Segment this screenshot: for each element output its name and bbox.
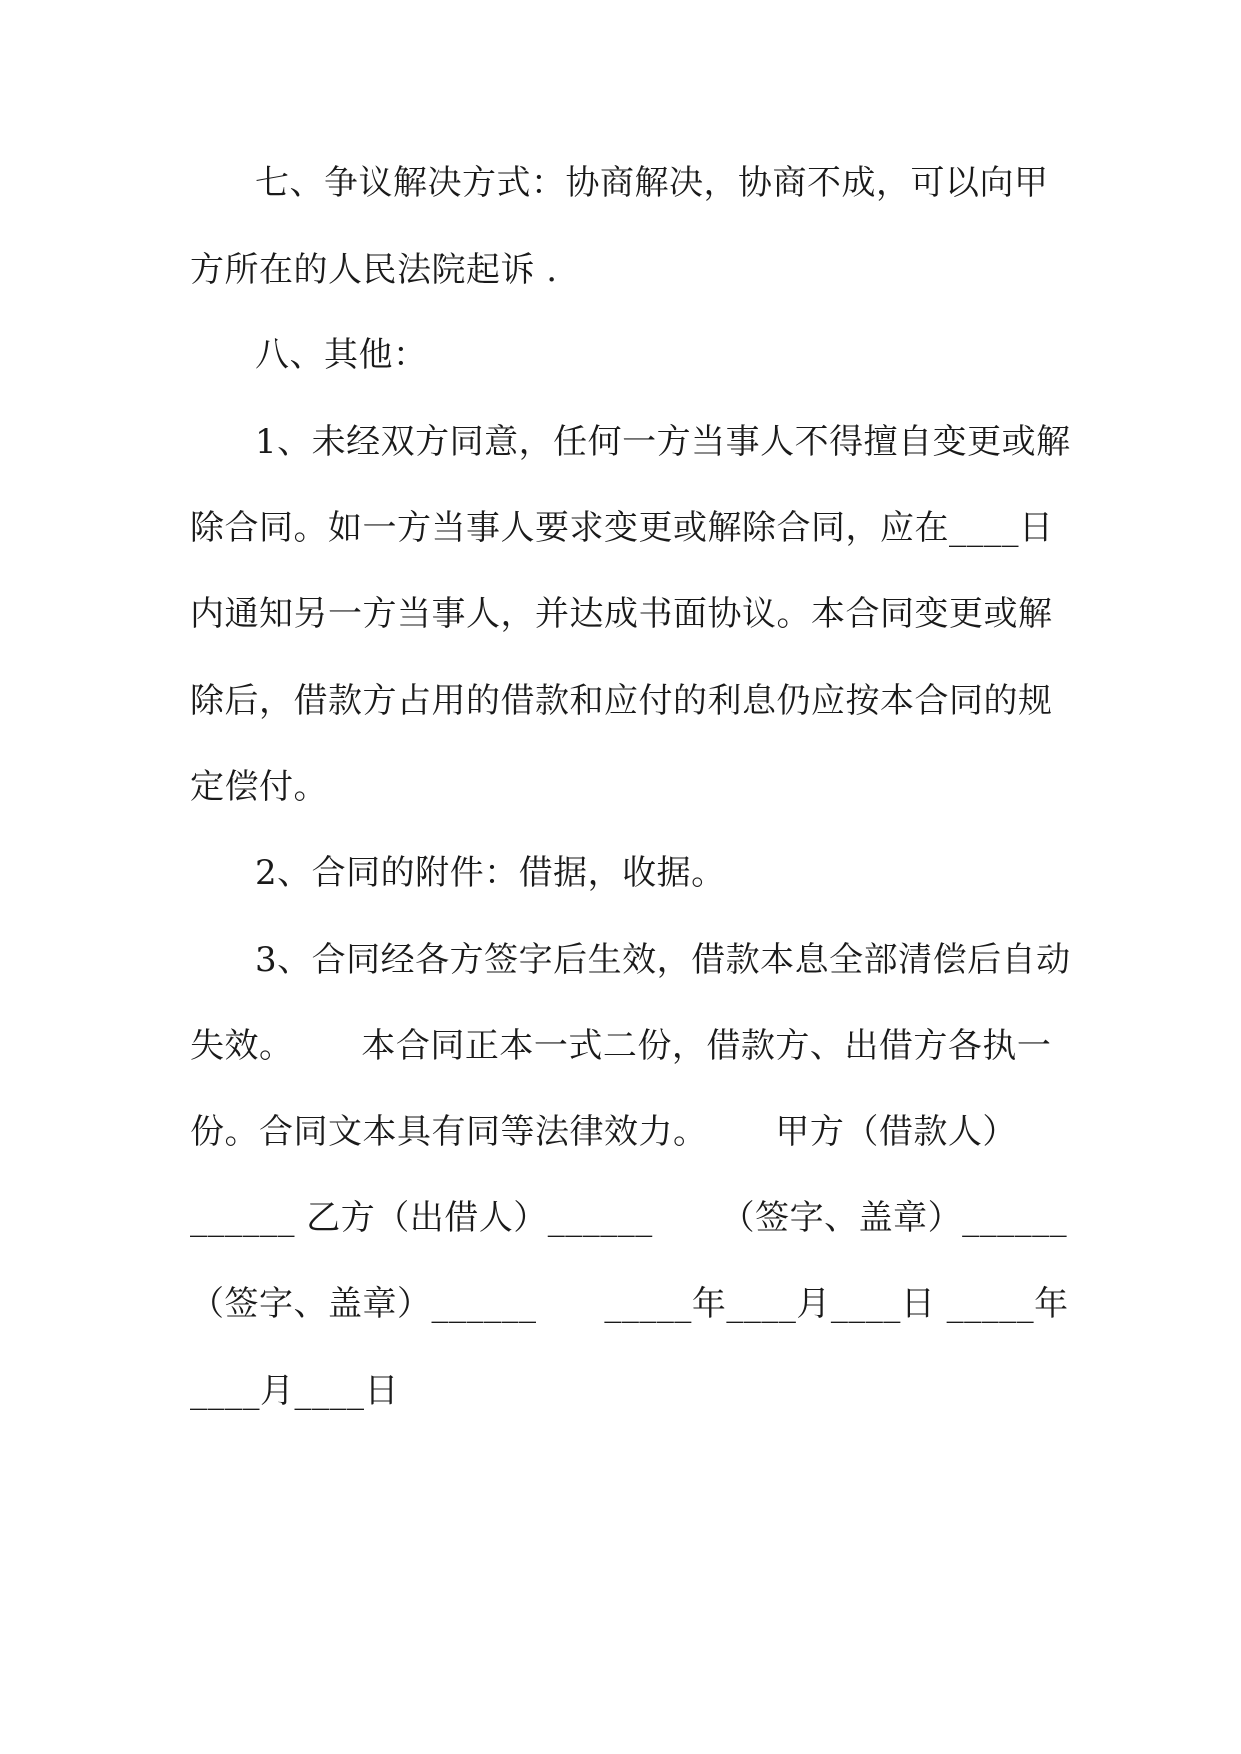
clause-2: 2、合同的附件：借据，收据。	[255, 853, 726, 893]
clause-1-line-4: 除后，借款方占用的借款和应付的利息仍应按本合同的规	[190, 681, 1053, 721]
date-line: ____月____日	[190, 1371, 399, 1411]
clause-1-line-2: 除合同。如一方当事人要求变更或解除合同，应在____日	[190, 508, 1054, 548]
heading-other: 八、其他：	[255, 335, 428, 375]
clause-1-line-5: 定偿付。	[190, 767, 328, 807]
paragraph-dispute-resolution-cont: 方所在的人民法院起诉 .	[190, 250, 558, 290]
clause-1-line-3: 内通知另一方当事人，并达成书面协议。本合同变更或解	[190, 594, 1053, 634]
clause-3-line-3: 份。合同文本具有同等法律效力。 甲方（借款人）	[190, 1112, 1017, 1152]
signature-line-2: （签字、盖章）______ _____年____月____日 _____年	[190, 1284, 1069, 1324]
signature-line-1: ______ 乙方（出借人）______ （签字、盖章）______	[190, 1198, 1068, 1238]
clause-3-line-2: 失效。 本合同正本一式二份，借款方、出借方各执一	[190, 1026, 1052, 1066]
clause-3-line-1: 3、合同经各方签字后生效，借款本息全部清偿后自动	[255, 940, 1071, 980]
clause-1-line-1: 1、未经双方同意，任何一方当事人不得擅自变更或解	[255, 422, 1071, 462]
paragraph-dispute-resolution: 七、争议解决方式：协商解决，协商不成，可以向甲	[255, 163, 1049, 203]
